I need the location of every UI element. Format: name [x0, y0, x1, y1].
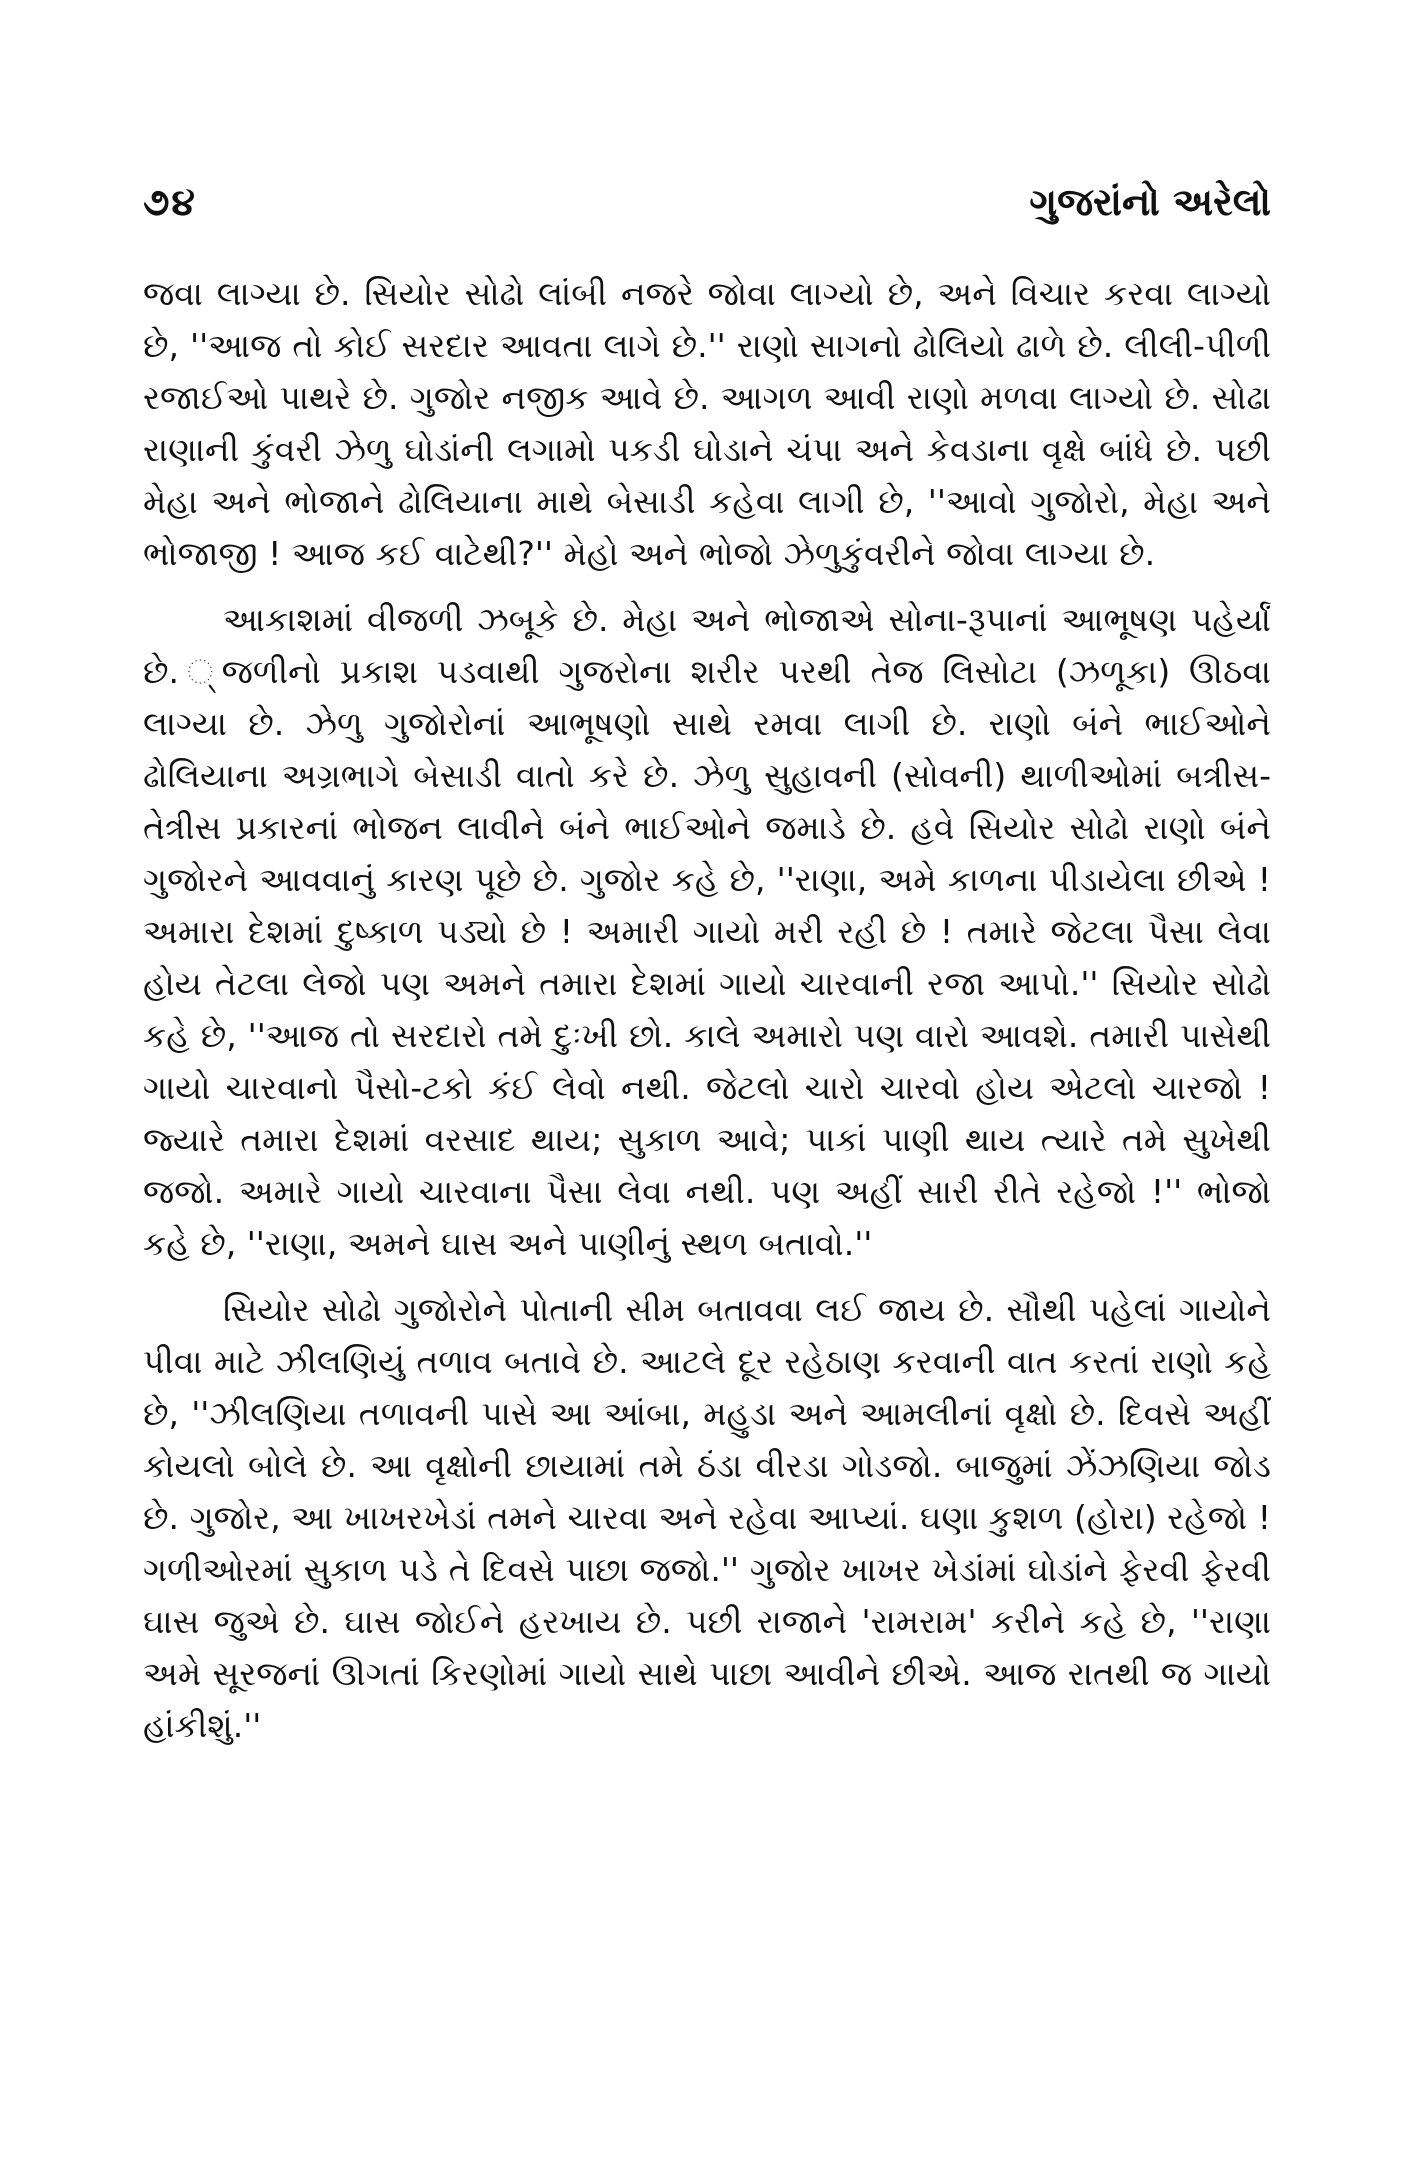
page-header: [143, 180, 1271, 240]
running-title: ગુજરાંનો અરેલો: [1029, 180, 1271, 224]
page-number: ૭૪: [143, 180, 197, 224]
page-body: [143, 268, 1271, 1766]
paragraph-2: આકાશમાં વીજળી ઝબૂકે છે. મેહા અને ભોજાએ સોના-રૂપાનાં આભૂષણ પહેર્યાં છે. ્‌જળીનો પ્રકાશ પડવાથી ગુજરોના શરીર પરથી તેજ લિસોટા (ઝળૂકા) ઊઠવા લાગ્યા છે. ઝેળુ ગુજોરોનાં આભૂષણો સાથે રમવા લાગી છે. રાણો બંને ભાઈઓને ઢોલિયાના અગ્રભાગે બેસાડી વાતો કરે છે. ઝેળુ સુહાવની (સોવની) થાળીઓમાં બત્રીસ-તેત્રીસ પ્રકારનાં ભોજન લાવીને બંને ભાઈઓને જમાડે છે. હવે સિયોર સોઢો રાણો બંને ગુજોરને આવવાનું કારણ પૂછે છે. ગુજોર કહે છે, ''રાણા, અમે કાળના પીડાયેલા છીએ ! અમારા દેશમાં દુષ્કાળ પડ્યો છે ! અમારી ગાયો મરી રહી છે ! તમારે જેટલા પૈસા લેવા હોય તેટલા લેજો પણ અમને તમારા દેશમાં ગાયો ચારવાની રજા આપો.'' સિયોર સોઢો કહે છે, ''આજ તો સરદારો તમે દુઃખી છો. કાલે અમારો પણ વારો આવશે. તમારી પાસેથી ગાયો ચારવાનો પૈસો-ટકો કંઈ લેવો નથી. જેટલો ચારો ચારવો હોય એટલો ચારજો ! જ્યારે તમારા દેશમાં વરસાદ થાય; સુકાળ આવે; પાકાં પાણી થાય ત્યારે તમે સુખેથી જજો. અમારે ગાયો ચારવાના પૈસા લેવા નથી. પણ અહીં સારી રીતે રહેજો !'' ભોજો કહે છે, ''રાણા, અમને ઘાસ અને પાણીનું સ્થળ બતાવો.'': [143, 600, 1271, 1263]
paragraph-3: સિયોર સોઢો ગુજોરોને પોતાની સીમ બતાવવા લઈ જાય છે. સૌથી પહેલાં ગાયોને પીવા માટે ઝીલણિયું તળાવ બતાવે છે. આટલે દૂર રહેઠાણ કરવાની વાત કરતાં રાણો કહે છે, ''ઝીલણિયા તળાવની પાસે આ આંબા, મહુડા અને આમલીનાં વૃક્ષો છે. દિવસે અહીં કોયલો બોલે છે. આ વૃક્ષોની છાયામાં તમે ઠંડા વીરડા ગોડજો. બાજુમાં ઝેંઝણિયા જોડ છે. ગુજોર, આ ખાખરખેડાં તમને ચારવા અને રહેવા આપ્યાં. ઘણા કુશળ (હોરા) રહેજો ! ગળીઓરમાં સુકાળ પડે તે દિવસે પાછા જજો.'' ગુજોર ખાખર ખેડાંમાં ઘોડાંને ફેરવી ફેરવી ઘાસ જુએ છે. ઘાસ જોઈને હરખાય છે. પછી રાજાને 'રામરામ' કરીને કહે છે, ''રાણા અમે સૂરજનાં ઊગતાં કિરણોમાં ગાયો સાથે પાછા આવીને છીએ. આજ રાતથી જ ગાયો હાંકીશું.'': [143, 1290, 1271, 1745]
paragraph-1: જવા લાગ્યા છે. સિયોર સોઢો લાંબી નજરે જોવા લાગ્યો છે, અને વિચાર કરવા લાગ્યો છે, ''આજ તો કોઈ સરદાર આવતા લાગે છે.'' રાણો સાગનો ઢોલિયો ઢાળે છે. લીલી-પીળી રજાઈઓ પાથરે છે. ગુજોર નજીક આવે છે. આગળ આવી રાણો મળવા લાગ્યો છે. સોઢા રાણાની કુંવરી ઝેળુ ઘોડાંની લગામો પકડી ઘોડાને ચંપા અને કેવડાના વૃક્ષે બાંધે છે. પછી મેહા અને ભોજાને ઢોલિયાના માથે બેસાડી કહેવા લાગી છે, ''આવો ગુજોરો, મેહા અને ભોજાજી ! આજ કઈ વાટેથી?'' મેહો અને ભોજો ઝેળુકુંવરીને જોવા લાગ્યા છે.: [143, 274, 1272, 573]
